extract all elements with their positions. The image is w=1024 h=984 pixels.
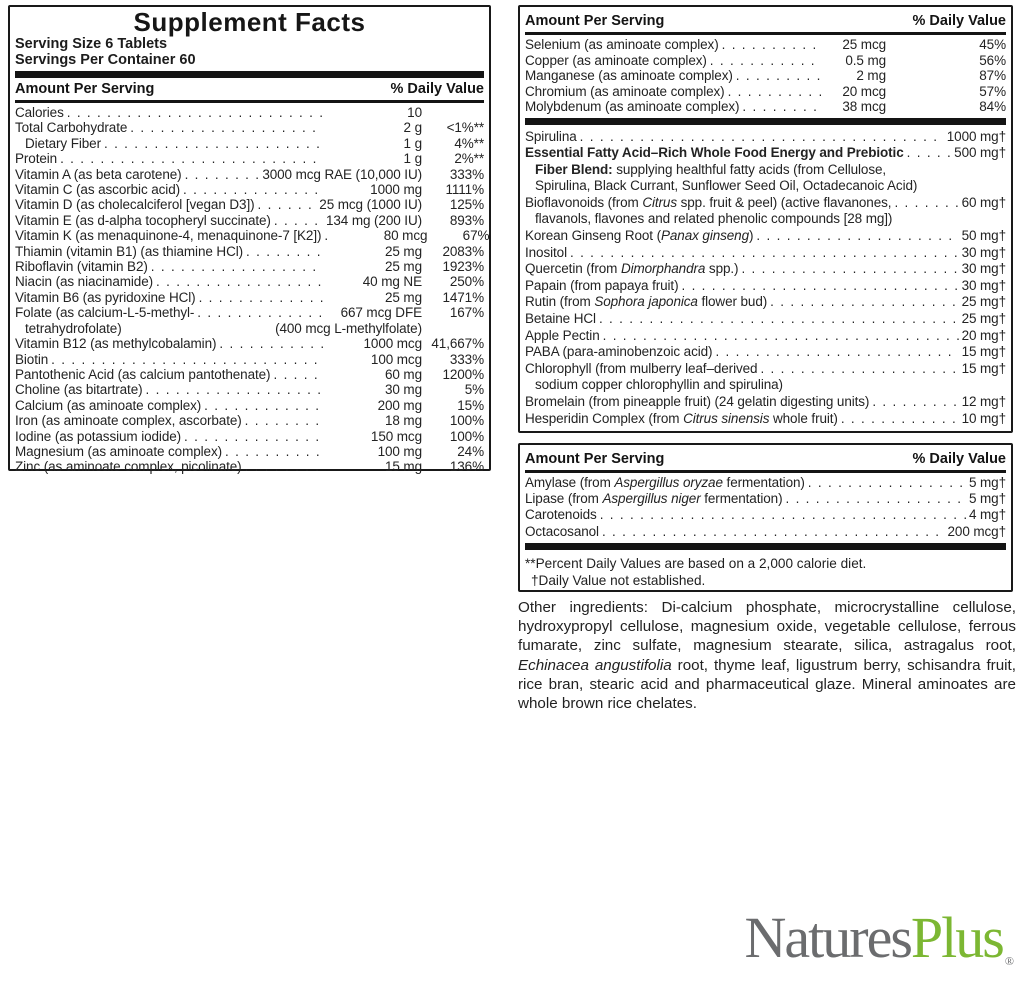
dot-leader <box>728 84 821 100</box>
table-row <box>15 182 484 197</box>
column-header-daily-value: % Daily Value <box>390 81 484 97</box>
dot-leader <box>146 382 323 397</box>
ingredient-amount: 1 g <box>403 135 422 151</box>
ingredient-daily-value: 2083% <box>442 243 484 259</box>
table-row <box>15 352 484 367</box>
ingredient-name: Carotenoids <box>525 507 597 523</box>
dot-leader <box>324 228 328 243</box>
ingredient-amount: 100 mg <box>377 443 422 459</box>
ingredient-daily-value: 333% <box>449 351 484 367</box>
ingredient-name: Chromium (as aminoate complex) <box>525 83 725 99</box>
ingredient-name: Vitamin A (as beta carotene) <box>15 166 182 182</box>
ingredient-amount: 20 mg† <box>961 327 1006 343</box>
ingredient-daily-value: 100% <box>449 428 484 444</box>
ingredient-amount: 15 mg <box>384 459 422 475</box>
dot-leader <box>872 394 958 411</box>
dot-leader <box>199 290 323 305</box>
dot-leader <box>741 261 958 278</box>
ingredient-daily-value: 56% <box>979 52 1006 68</box>
ingredient-name: Hesperidin Complex (from Citrus sinensis whole fruit) <box>525 410 838 426</box>
ingredient-name: Papain (from papaya fruit) <box>525 277 679 293</box>
dot-leader <box>151 259 323 274</box>
dot-leader <box>219 336 323 351</box>
ingredient-amount: 4 mg† <box>968 507 1006 523</box>
table-row <box>525 37 1006 53</box>
table-row <box>525 394 1006 411</box>
dot-leader <box>736 68 821 84</box>
column-header-daily-value: % Daily Value <box>912 13 1006 29</box>
dot-leader <box>742 99 821 115</box>
dot-leader <box>722 37 821 53</box>
table-row <box>15 290 484 305</box>
ingredient-name: Quercetin (from Dimorphandra spp.) <box>525 261 739 277</box>
ingredient-name: Bioflavonoids (from Citrus spp. fruit & peel) (active flavanones, <box>525 194 892 210</box>
table-row <box>15 305 484 320</box>
column-header-amount: Amount Per Serving <box>525 451 665 467</box>
ingredient-amount: 200 mg <box>377 397 422 413</box>
column-header-daily-value: % Daily Value <box>912 451 1006 467</box>
ingredient-name: Lipase (from Aspergillus niger fermentation) <box>525 491 783 507</box>
dot-leader <box>756 228 958 245</box>
footnote-daily-value: †Daily Value not established. <box>531 572 706 588</box>
ingredient-amount: 30 mg† <box>961 277 1006 293</box>
ingredient-name: Pantothenic Acid (as calcium pantothenate) <box>15 366 271 382</box>
table-row <box>15 120 484 135</box>
ingredient-daily-value: 24% <box>457 443 484 459</box>
other-ingredients-text: Other ingredients: Di-calcium phosphate, microcrystalline cellulose, hydroxypropyl cellulose, magnesium oxide, vegetable cellulose, ferrous fumarate, zinc sulfate, magnesium stearate, silica, astragalus root, Echinacea angustifolia root, thyme leaf, ligustrum berry, schisandra fruit, rice bran, stearic acid and pharmaceutical glaze. Mineral aminoates are whole brown rice chelates. <box>518 599 1016 713</box>
ingredient-amount: 15 mg† <box>961 360 1006 376</box>
table-row <box>15 213 484 228</box>
ingredient-name: Rutin (from Sophora japonica flower bud) <box>525 294 768 310</box>
ingredient-name: Selenium (as aminoate complex) <box>525 37 719 52</box>
ingredient-name: Chlorophyll (from mulberry leaf–derived <box>525 360 758 376</box>
ingredient-amount: 150 mcg <box>370 428 422 444</box>
ingredient-amount: 3000 mcg RAE (10,000 IU) <box>262 166 422 182</box>
table-row <box>15 398 484 413</box>
table-row <box>15 136 484 151</box>
ingredient-name: Magnesium (as aminoate complex) <box>15 443 222 459</box>
ingredient-name: Amylase (from Aspergillus oryzae fermentation) <box>525 475 805 490</box>
ingredient-daily-value: 100% <box>449 413 484 429</box>
table-row <box>525 53 1006 69</box>
dot-leader <box>894 195 958 212</box>
table-row <box>525 475 1006 491</box>
dot-leader <box>60 151 323 166</box>
ingredient-name: Apple Pectin <box>525 327 600 343</box>
table-row <box>525 211 1006 228</box>
dot-leader <box>245 459 323 474</box>
table-row <box>15 444 484 459</box>
table-row <box>525 294 1006 311</box>
enzymes-table <box>525 473 1006 540</box>
column-header-row <box>525 7 1006 35</box>
servings-per-container: Servings Per Container 60 <box>15 52 196 68</box>
ingredient-name: Spirulina <box>525 128 577 144</box>
table-row <box>525 195 1006 212</box>
ingredient-amount: 500 mg† <box>954 145 1006 161</box>
ingredient-amount: 60 mg† <box>961 194 1006 210</box>
table-row <box>15 321 484 336</box>
ingredient-name: Betaine HCl <box>525 311 596 327</box>
ingredient-amount: 100 mcg <box>370 351 422 367</box>
ingredient-name: Biotin <box>15 351 49 367</box>
ingredient-amount: 38 mcg <box>842 99 886 114</box>
ingredient-name: Iron (as aminoate complex, ascorbate) <box>15 413 242 429</box>
ingredient-daily-value: 893% <box>449 212 484 228</box>
ingredient-amount: 667 mcg DFE <box>340 305 422 321</box>
ingredient-name: Essential Fatty Acid–Rich Whole Food Energy and Prebiotic <box>525 145 904 161</box>
ingredient-amount: 20 mcg <box>842 83 886 99</box>
ingredient-name: Vitamin B6 (as pyridoxine HCl) <box>15 289 196 305</box>
dot-leader <box>570 245 959 262</box>
table-row <box>525 162 1006 179</box>
ingredient-amount: 12 mg† <box>961 394 1006 409</box>
table-row <box>525 344 1006 361</box>
ingredient-name: sodium copper chlorophyllin and spirulina) <box>535 377 783 393</box>
column-header-row <box>525 445 1006 473</box>
ingredient-daily-value: 1200% <box>442 366 484 382</box>
ingredient-amount: 10 mg† <box>961 410 1006 426</box>
ingredient-name: tetrahydrofolate) <box>25 320 122 336</box>
table-row <box>525 328 1006 345</box>
divider-bar <box>15 71 484 78</box>
ingredient-amount: 5 mg† <box>968 491 1006 507</box>
ingredient-daily-value: 250% <box>449 274 484 290</box>
ingredient-amount: 25 mcg <box>842 37 886 52</box>
ingredient-daily-value: 45% <box>979 37 1006 52</box>
minerals-table <box>525 35 1006 115</box>
table-row <box>15 197 484 212</box>
supplement-facts-panel <box>8 5 491 475</box>
footnote-percent-dv: **Percent Daily Values are based on a 2,000 calorie diet. <box>525 555 867 571</box>
table-row <box>15 244 484 259</box>
ingredient-name: Korean Ginseng Root (Panax ginseng) <box>525 228 754 244</box>
minerals-botanicals-panel <box>518 5 1013 433</box>
ingredient-daily-value: 57% <box>979 83 1006 99</box>
ingredient-daily-value: 5% <box>464 382 484 398</box>
dot-leader <box>246 244 323 259</box>
dot-leader <box>603 328 959 345</box>
dot-leader <box>183 182 323 197</box>
dot-leader <box>602 524 945 540</box>
ingredient-amount: 25 mg† <box>961 311 1006 327</box>
ingredient-daily-value: 41,667% <box>431 336 484 352</box>
dot-leader <box>808 475 966 491</box>
table-row <box>15 167 484 182</box>
ingredient-amount: 1000 mcg <box>363 336 422 352</box>
ingredient-name: Vitamin B12 (as methylcobalamin) <box>15 336 217 352</box>
dot-leader <box>51 352 323 367</box>
ingredient-daily-value: 87% <box>979 68 1006 83</box>
table-row <box>15 367 484 382</box>
ingredient-name: Vitamin K (as menaquinone-4, menaquinone-7 [K2]) <box>15 228 322 244</box>
table-row <box>525 178 1006 195</box>
ingredient-amount: 0.5 mg <box>845 52 886 68</box>
ingredient-name: Folate (as calcium-L-5-methyl- <box>15 305 195 321</box>
ingredient-name: Dietary Fiber <box>25 135 101 151</box>
ingredient-amount: 200 mcg† <box>947 523 1006 539</box>
ingredient-name: Riboflavin (vitamin B2) <box>15 259 148 275</box>
ingredient-name: Calcium (as aminoate complex) <box>15 397 202 413</box>
ingredient-name: Vitamin E (as d-alpha tocopheryl succinate) <box>15 212 271 228</box>
dot-leader <box>600 507 966 523</box>
table-row <box>525 507 1006 523</box>
table-row <box>15 459 484 474</box>
ingredient-amount: 10 <box>407 105 422 120</box>
column-header-amount: Amount Per Serving <box>15 81 155 97</box>
dot-leader <box>130 120 323 135</box>
column-header-row <box>15 78 484 103</box>
table-row <box>525 245 1006 262</box>
dot-leader <box>841 411 959 428</box>
ingredient-amount: 80 mcg <box>383 228 428 244</box>
ingredient-amount: 25 mg <box>384 243 422 259</box>
ingredient-daily-value: 2%** <box>454 151 484 167</box>
ingredient-amount: 30 mg† <box>961 261 1006 277</box>
dot-leader <box>785 491 965 507</box>
nutrients-table <box>15 103 490 475</box>
ingredient-name: Copper (as aminoate complex) <box>525 52 707 68</box>
dot-leader <box>258 197 317 212</box>
table-row <box>525 278 1006 295</box>
ingredient-name: PABA (para-aminobenzoic acid) <box>525 344 713 360</box>
dot-leader <box>273 367 323 382</box>
dot-leader <box>580 129 944 146</box>
table-row <box>525 311 1006 328</box>
ingredient-name: Choline (as bitartrate) <box>15 382 143 398</box>
dot-leader <box>907 145 952 162</box>
ingredient-amount: 15 mg† <box>961 344 1006 360</box>
dot-leader <box>274 213 323 228</box>
ingredient-name: Niacin (as niacinamide) <box>15 274 154 290</box>
dot-leader <box>760 361 958 378</box>
table-row <box>525 361 1006 378</box>
table-row <box>525 99 1006 115</box>
ingredient-name: Total Carbohydrate <box>15 120 128 136</box>
ingredient-amount: 40 mg NE <box>362 274 422 290</box>
ingredient-amount: 1000 mg <box>370 182 422 198</box>
ingredient-daily-value: 136% <box>449 459 484 475</box>
ingredient-amount: 25 mcg (1000 IU) <box>319 197 422 213</box>
dot-leader <box>184 429 323 444</box>
dot-leader <box>681 278 958 295</box>
ingredient-amount: 25 mg <box>384 289 422 305</box>
dot-leader <box>204 398 323 413</box>
natures-plus-logo <box>744 905 1014 982</box>
supplement-facts-title: Supplement Facts <box>133 7 366 37</box>
ingredient-amount: 1000 mg† <box>946 128 1006 144</box>
ingredient-amount: 2 g <box>403 120 422 136</box>
table-row <box>15 274 484 289</box>
ingredient-amount: 134 mg (200 IU) <box>325 212 422 228</box>
ingredient-amount: 50 mg† <box>961 228 1006 244</box>
table-row <box>525 524 1006 540</box>
dot-leader <box>197 305 323 320</box>
dot-leader <box>770 294 958 311</box>
dot-leader <box>710 53 821 69</box>
ingredient-name: Molybdenum (as aminoate complex) <box>525 99 740 114</box>
ingredient-daily-value: 84% <box>979 99 1006 114</box>
divider-bar <box>525 543 1006 550</box>
enzymes-panel <box>518 443 1013 592</box>
table-row <box>525 228 1006 245</box>
serving-size: Serving Size 6 Tablets <box>15 36 168 52</box>
ingredient-name: Protein <box>15 151 58 167</box>
table-row <box>525 377 1006 394</box>
ingredient-daily-value: 4%** <box>454 135 484 151</box>
table-row <box>525 261 1006 278</box>
footnotes <box>525 552 1006 589</box>
table-row <box>15 151 484 166</box>
ingredient-name: Thiamin (vitamin B1) (as thiamine HCl) <box>15 243 244 259</box>
table-row <box>15 382 484 397</box>
botanicals-table <box>525 127 1006 428</box>
ingredient-daily-value: 1471% <box>442 289 484 305</box>
dot-leader <box>185 167 260 182</box>
logo-plus-wordmark: Plus <box>910 905 1003 970</box>
ingredient-name: Zinc (as aminoate complex, picolinate) <box>15 459 242 475</box>
ingredient-amount: 25 mg <box>384 259 422 275</box>
table-row <box>15 228 490 244</box>
ingredient-daily-value: 1111% <box>445 182 484 198</box>
dot-leader <box>245 413 323 428</box>
ingredient-amount: 5 mg† <box>968 475 1006 490</box>
ingredient-name: Inositol <box>525 244 567 260</box>
ingredient-name: Fiber Blend: supplying healthful fatty acids (from Cellulose, <box>535 161 887 177</box>
ingredient-amount: 18 mg <box>384 413 422 429</box>
ingredient-amount: 25 mg† <box>961 294 1006 310</box>
ingredient-name: flavanols, flavones and related phenolic compounds [28 mg]) <box>535 211 893 227</box>
ingredient-daily-value: 1923% <box>442 259 484 275</box>
table-row <box>15 413 484 428</box>
divider-bar <box>525 118 1006 125</box>
ingredient-daily-value: 125% <box>449 197 484 213</box>
dot-leader <box>104 136 323 151</box>
table-row <box>525 491 1006 507</box>
table-row <box>15 105 484 120</box>
logo-natures-wordmark: Natures <box>744 905 911 970</box>
dot-leader <box>67 105 323 120</box>
table-row <box>15 429 484 444</box>
ingredient-daily-value: 167% <box>449 305 484 321</box>
table-row <box>525 145 1006 162</box>
ingredient-amount: 60 mg <box>384 366 422 382</box>
registered-trademark-icon: ® <box>1004 954 1014 968</box>
ingredient-daily-value: 333% <box>449 166 484 182</box>
ingredient-amount: 30 mg† <box>961 244 1006 260</box>
ingredient-amount: 30 mg <box>384 382 422 398</box>
ingredient-name: Calories <box>15 105 64 120</box>
ingredient-name: Spirulina, Black Currant, Sunflower Seed Oil, Octadecanoic Acid) <box>535 178 918 194</box>
ingredient-name: Manganese (as aminoate complex) <box>525 68 733 83</box>
table-row <box>525 84 1006 100</box>
column-header-amount: Amount Per Serving <box>525 13 665 29</box>
table-row <box>525 68 1006 84</box>
ingredient-amount: 1 g <box>403 151 422 167</box>
dot-leader <box>156 274 323 289</box>
dot-leader <box>225 444 323 459</box>
ingredient-name: Iodine (as potassium iodide) <box>15 428 182 444</box>
ingredient-name: Vitamin D (as cholecalciferol [vegan D3]) <box>15 197 255 213</box>
ingredient-name: Vitamin C (as ascorbic acid) <box>15 182 181 198</box>
dot-leader <box>599 311 959 328</box>
table-row <box>15 259 484 274</box>
table-row <box>15 336 484 351</box>
table-row <box>525 411 1006 428</box>
ingredient-daily-value: 67% <box>462 228 490 244</box>
table-row <box>525 129 1006 146</box>
ingredient-name: Bromelain (from pineapple fruit) (24 gelatin digesting units) <box>525 394 870 409</box>
dot-leader <box>715 344 958 361</box>
ingredient-amount: (400 mcg L-methylfolate) <box>275 320 422 336</box>
ingredient-daily-value: <1%** <box>446 120 484 136</box>
ingredient-name: Octacosanol <box>525 523 599 539</box>
ingredient-daily-value: 15% <box>457 397 484 413</box>
ingredient-amount: 2 mg <box>856 68 886 83</box>
